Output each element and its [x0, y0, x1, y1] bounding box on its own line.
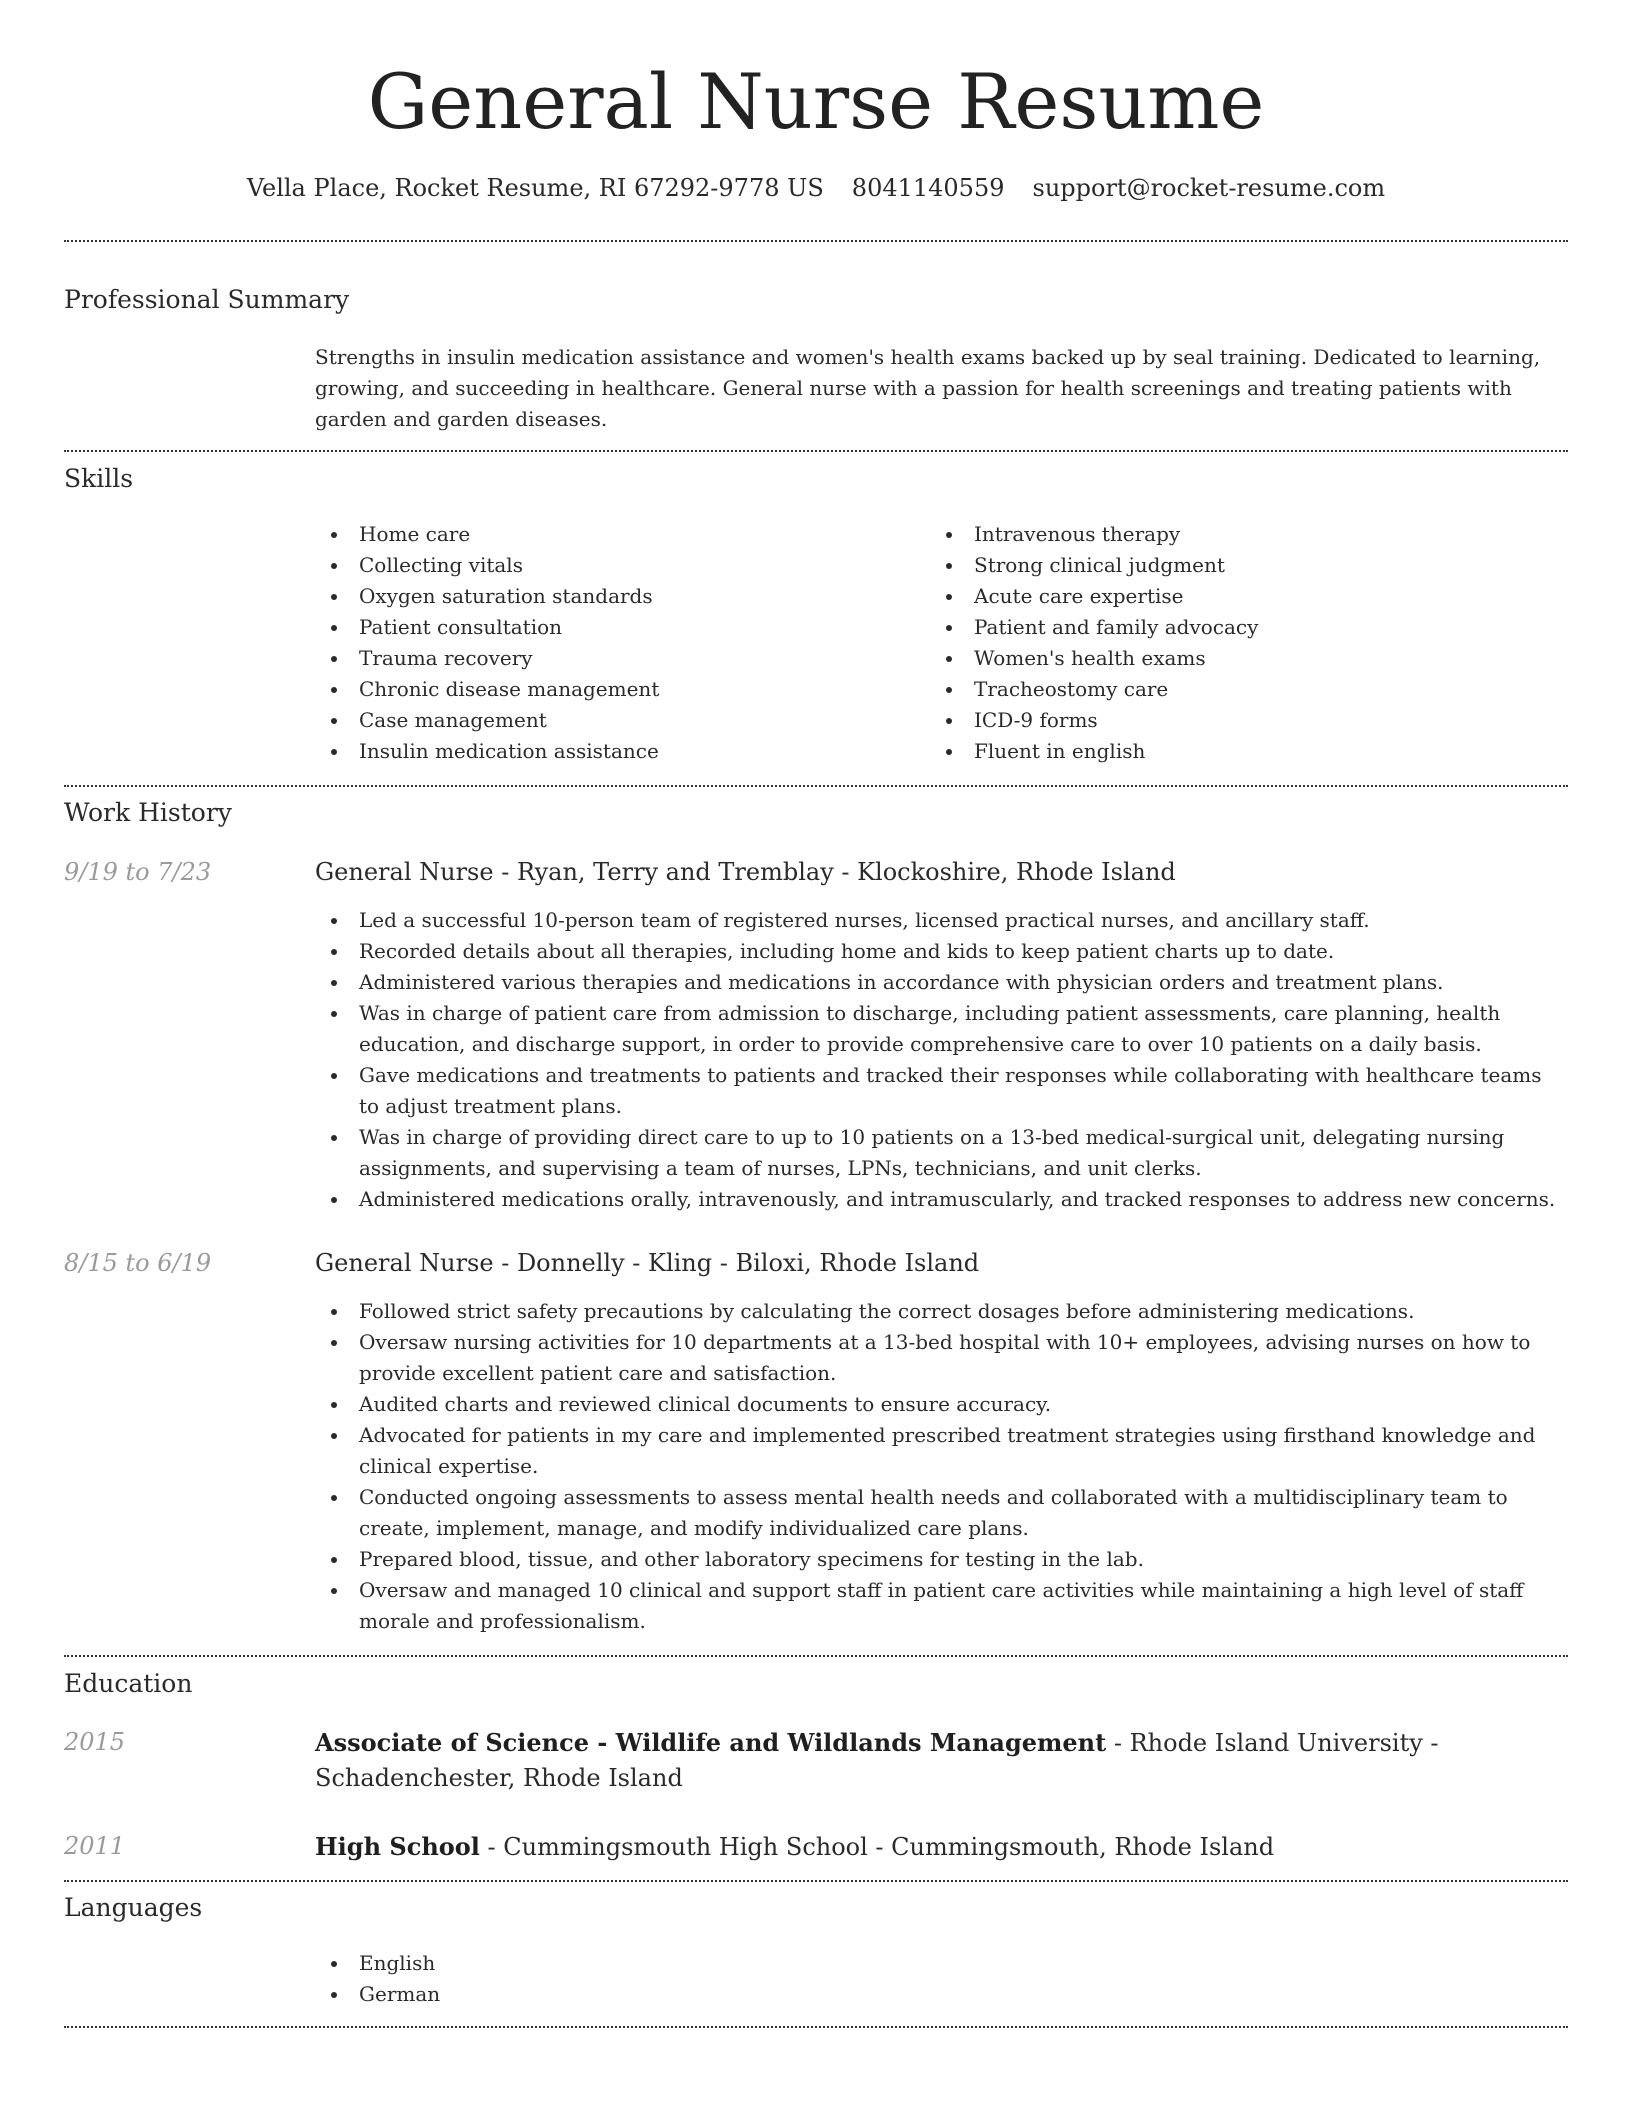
skill-item: Strong clinical judgment — [930, 550, 1560, 581]
skill-item: ICD-9 forms — [930, 705, 1560, 736]
divider — [64, 240, 1568, 242]
contact-address: Vella Place, Rocket Resume, RI 67292-9778 US — [246, 174, 824, 202]
divider — [64, 2026, 1568, 2028]
divider — [64, 1655, 1568, 1657]
skill-item: Insulin medication assistance — [315, 736, 915, 767]
language-item: English — [315, 1948, 915, 1979]
section-title-summary: Professional Summary — [64, 285, 350, 314]
skill-item: Oxygen saturation standards — [315, 581, 915, 612]
education-degree: Associate of Science - Wildlife and Wildlands Management — [315, 1728, 1107, 1757]
section-title-languages: Languages — [64, 1893, 203, 1922]
skill-item: Patient consultation — [315, 612, 915, 643]
education-school: - Rhode Island University - Schadenchester, Rhode Island — [315, 1729, 1439, 1792]
job-bullet: Followed strict safety precautions by calculating the correct dosages before administering medications. — [315, 1296, 1565, 1327]
education-entry — [315, 1725, 1565, 1796]
skills-list-right — [930, 519, 1560, 767]
education-year: 2015 — [64, 1728, 126, 1756]
skills-list-left — [315, 519, 915, 767]
job-dates: 9/19 to 7/23 — [64, 858, 212, 886]
skill-item: Tracheostomy care — [930, 674, 1560, 705]
divider — [64, 1880, 1568, 1882]
job-title: General Nurse - Donnelly - Kling - Biloxi, Rhode Island — [315, 1249, 980, 1277]
skill-item: Case management — [315, 705, 915, 736]
job-title: General Nurse - Ryan, Terry and Tremblay - Klockoshire, Rhode Island — [315, 858, 1176, 886]
job-bullet: Led a successful 10-person team of registered nurses, licensed practical nurses, and ancillary staff. — [315, 905, 1565, 936]
job-bullet: Prepared blood, tissue, and other laboratory specimens for testing in the lab. — [315, 1544, 1565, 1575]
job-bullet: Oversaw nursing activities for 10 departments at a 13-bed hospital with 10+ employees, advising nurses on how to provide excellent patient care and satisfaction. — [315, 1327, 1565, 1389]
skill-item: Trauma recovery — [315, 643, 915, 674]
languages-list — [315, 1948, 915, 2010]
section-title-work: Work History — [64, 798, 232, 827]
job-bullet: Conducted ongoing assessments to assess mental health needs and collaborated with a multidisciplinary team to create, implement, manage, and modify individualized care plans. — [315, 1482, 1565, 1544]
skill-item: Women's health exams — [930, 643, 1560, 674]
job-bullet: Was in charge of patient care from admission to discharge, including patient assessments, care planning, health education, and discharge support, in order to provide comprehensive care to over 10 patients on a daily basis. — [315, 998, 1565, 1060]
education-degree: High School — [315, 1832, 480, 1861]
job-bullet: Recorded details about all therapies, including home and kids to keep patient charts up to date. — [315, 936, 1565, 967]
job-bullet: Was in charge of providing direct care to up to 10 patients on a 13-bed medical-surgical unit, delegating nursing assignments, and supervising a team of nurses, LPNs, technicians, and unit clerks. — [315, 1122, 1565, 1184]
job-bullet: Audited charts and reviewed clinical documents to ensure accuracy. — [315, 1389, 1565, 1420]
section-title-skills: Skills — [64, 464, 134, 493]
skill-item: Intravenous therapy — [930, 519, 1560, 550]
job-bullet: Oversaw and managed 10 clinical and support staff in patient care activities while maintaining a high level of staff morale and professionalism. — [315, 1575, 1565, 1637]
contact-email: support@rocket-resume.com — [1032, 174, 1386, 202]
skill-item: Collecting vitals — [315, 550, 915, 581]
skill-item: Fluent in english — [930, 736, 1560, 767]
skill-item: Patient and family advocacy — [930, 612, 1560, 643]
language-item: German — [315, 1979, 915, 2010]
job-bullets — [315, 1296, 1565, 1637]
divider — [64, 785, 1568, 787]
job-bullet: Administered various therapies and medications in accordance with physician orders and treatment plans. — [315, 967, 1565, 998]
skill-item: Home care — [315, 519, 915, 550]
education-school: - Cummingsmouth High School - Cummingsmouth, Rhode Island — [479, 1833, 1275, 1861]
job-dates: 8/15 to 6/19 — [64, 1249, 212, 1277]
job-bullets — [315, 905, 1565, 1215]
job-bullet: Administered medications orally, intravenously, and intramuscularly, and tracked responses to address new concerns. — [315, 1184, 1565, 1215]
skill-item: Acute care expertise — [930, 581, 1560, 612]
skill-item: Chronic disease management — [315, 674, 915, 705]
resume-title: General Nurse Resume — [367, 57, 1265, 146]
education-entry — [315, 1829, 1565, 1865]
contact-phone: 8041140559 — [851, 174, 1005, 202]
job-bullet: Gave medications and treatments to patients and tracked their responses while collaborating with healthcare teams to adjust treatment plans. — [315, 1060, 1565, 1122]
education-year: 2011 — [64, 1832, 126, 1860]
summary-text: Strengths in insulin medication assistance and women's health exams backed up by seal training. Dedicated to learning, growing, and succeeding in healthcare. General nurse with a passion for health screenings and treating patients with garden and garden diseases. — [315, 345, 1541, 431]
job-bullet: Advocated for patients in my care and implemented prescribed treatment strategies using firsthand knowledge and clinical expertise. — [315, 1420, 1565, 1482]
section-title-education: Education — [64, 1669, 193, 1698]
divider — [64, 450, 1568, 452]
contact-line — [0, 170, 1632, 206]
